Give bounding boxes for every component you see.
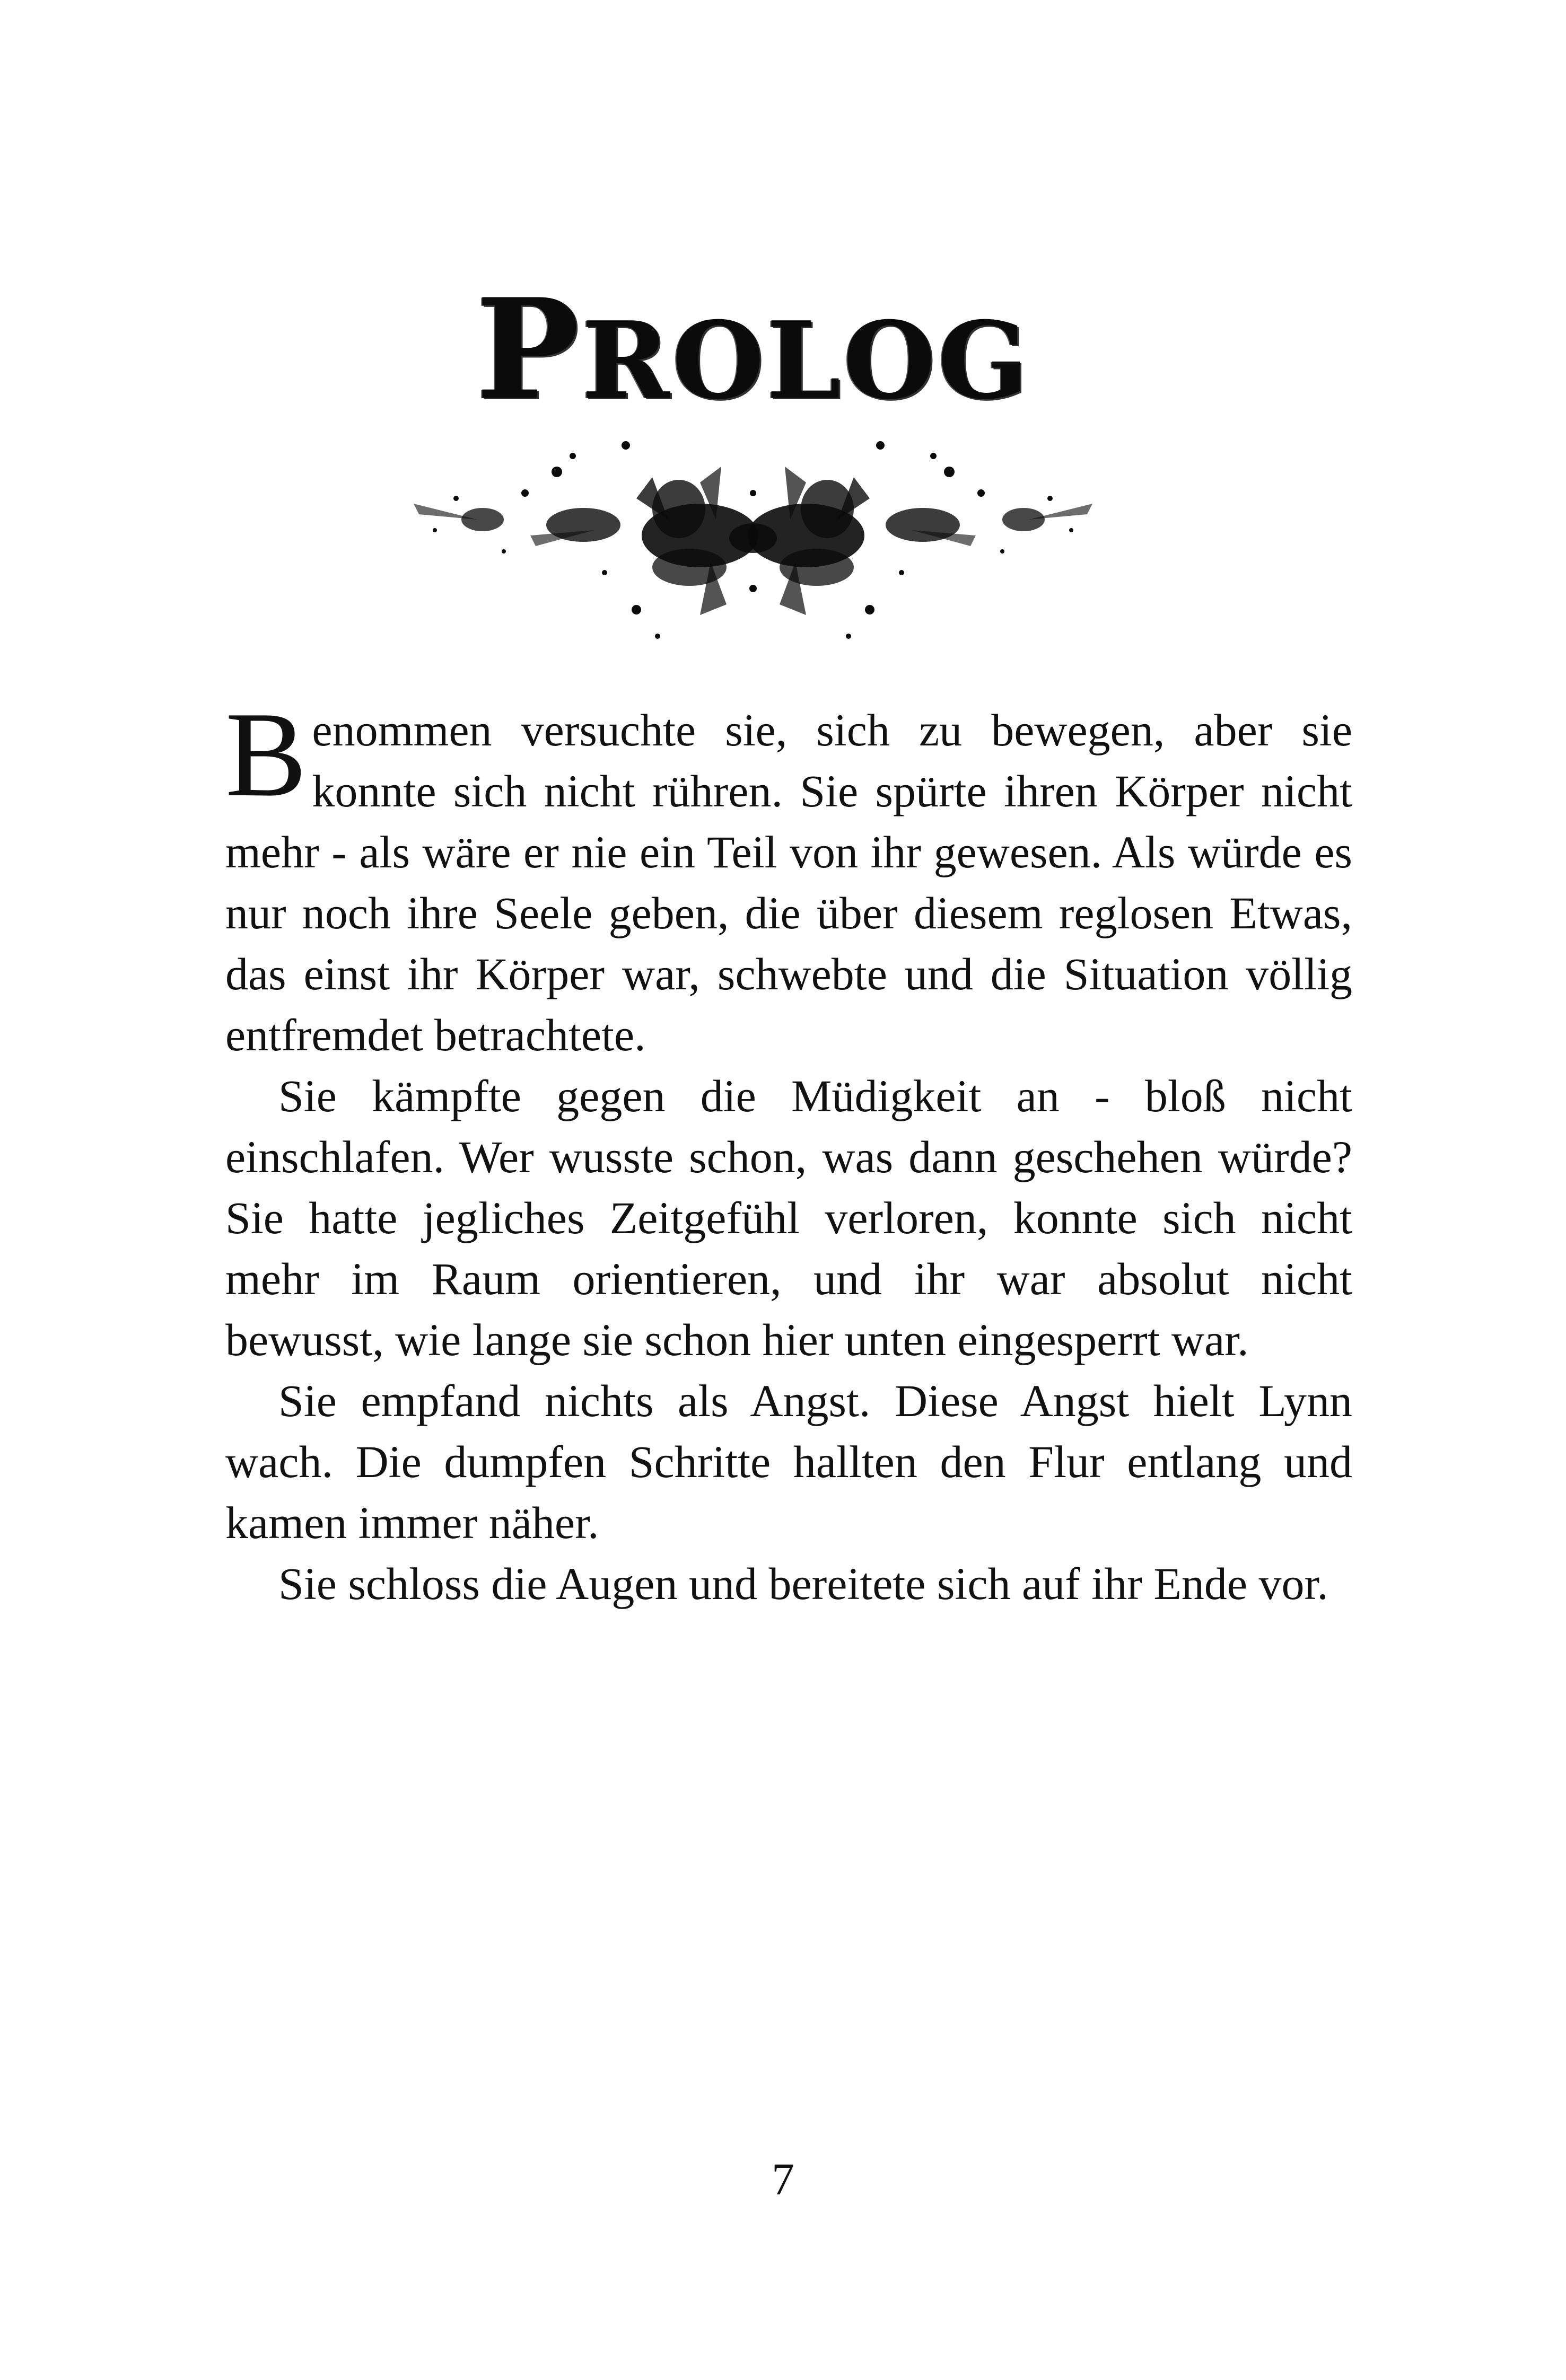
paragraph-1 bbox=[225, 687, 1352, 1066]
prologue-text bbox=[225, 687, 1352, 1614]
chapter-header bbox=[403, 254, 1103, 657]
paragraph-2: Sie kämpfte gegen die Müdigkeit an - bloß nicht einschlafen. Wer wusste schon, was dann geschehen würde? Sie hatte jegliches Zeitgefühl verloren, konnte sich nicht mehr im Raum orientieren, und ihr war absolut nicht bewusst, wie lange sie schon hier unten eingesperrt war. bbox=[225, 1070, 1352, 1365]
chapter-title-initial: P bbox=[476, 269, 582, 431]
drop-cap: B bbox=[225, 687, 307, 822]
paragraph-3: Sie empfand nichts als Angst. Diese Angst hielt Lynn wach. Die dumpfen Schritte hallten den Flur entlang und kamen immer näher. bbox=[225, 1375, 1352, 1548]
paragraph-1-text: enommen versuchte sie, sich zu bewegen, aber sie konnte sich nicht rühren. Sie spürte ihren Körper nicht mehr - als wäre er nie ein Teil von ihr gewesen. Als würde es nur noch ihre Seele geben, die über diesem reglosen Etwas, das einst ihr Körper war, schwebte und die Situation völlig entfremdet betrachtete. bbox=[225, 705, 1352, 1060]
chapter-title-rest: ROLOG bbox=[581, 298, 1030, 423]
page-number: 7 bbox=[772, 2154, 794, 2205]
paragraph-4: Sie schloss die Augen und bereitete sich auf ihr Ende vor. bbox=[278, 1558, 1328, 1609]
ink-splatter-ornament bbox=[403, 414, 1103, 657]
